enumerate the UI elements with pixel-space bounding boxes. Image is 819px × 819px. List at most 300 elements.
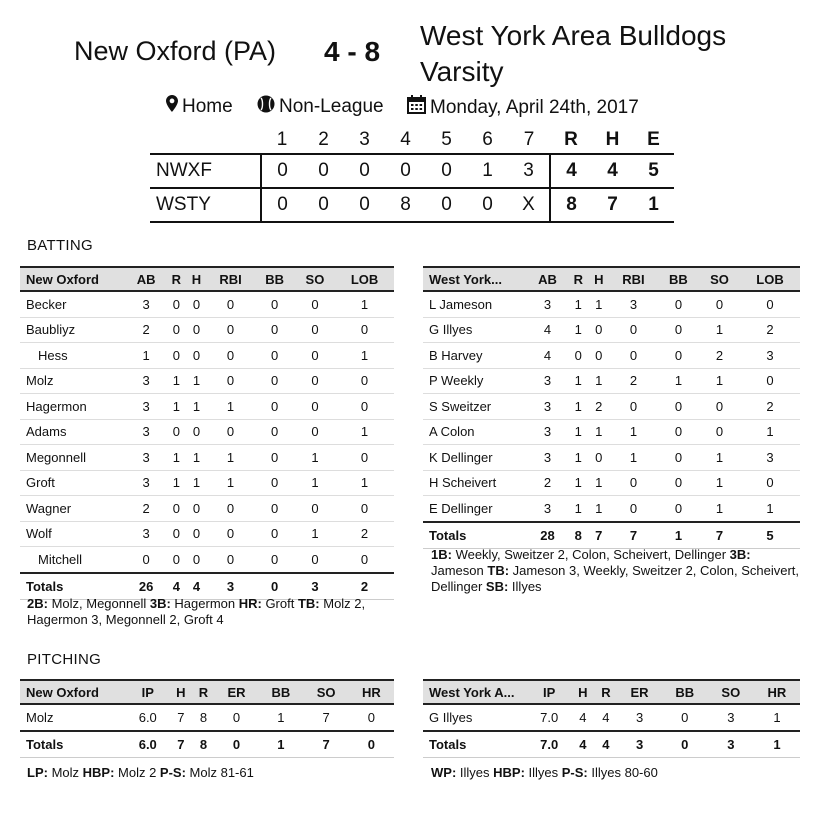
note-text: Hagermon xyxy=(170,596,239,611)
stat-cell: 4 xyxy=(527,343,568,369)
total-cell: 28 xyxy=(527,522,568,549)
inning-header: 6 xyxy=(482,129,493,150)
inning-score: 0 xyxy=(303,154,344,188)
stat-cell: 1 xyxy=(166,368,186,394)
stat-cell: 0 xyxy=(609,470,658,496)
column-header: IP xyxy=(527,680,571,704)
stat-cell: 1 xyxy=(335,470,394,496)
stat-cell: 0 xyxy=(186,496,206,522)
stat-cell: 1 xyxy=(568,445,589,471)
stat-cell: 1 xyxy=(609,445,658,471)
stat-cell: 0 xyxy=(335,445,394,471)
inning-header: 4 xyxy=(400,129,411,150)
stat-cell: 0 xyxy=(207,547,255,573)
player-row xyxy=(20,547,394,573)
stat-cell: 3 xyxy=(609,291,658,317)
column-header: HR xyxy=(349,680,394,704)
note-label: 1B: xyxy=(431,547,452,562)
stat-cell: 0 xyxy=(658,496,699,522)
stat-cell: 1 xyxy=(658,368,699,394)
inning-header: 1 xyxy=(276,129,288,150)
stat-cell: 0 xyxy=(207,521,255,547)
player-row xyxy=(20,470,394,496)
stat-cell: 0 xyxy=(658,470,699,496)
player-name: G Illyes xyxy=(423,704,527,731)
inning-header: 7 xyxy=(523,129,535,150)
stat-cell: 0 xyxy=(335,547,394,573)
player-row xyxy=(20,368,394,394)
player-name: B Harvey xyxy=(423,343,527,369)
player-row xyxy=(20,704,394,731)
total-cell: 0 xyxy=(349,731,394,758)
location-label: Home xyxy=(182,95,233,117)
stat-cell: 1 xyxy=(740,496,800,522)
total-cell: 4 xyxy=(594,731,617,758)
player-row xyxy=(423,445,800,471)
stat-cell: 0 xyxy=(609,394,658,420)
stat-cell: 0 xyxy=(335,317,394,343)
note-text: Molz 81-61 xyxy=(185,765,254,780)
stat-cell: 1 xyxy=(207,445,255,471)
column-header: LOB xyxy=(335,267,394,291)
player-row xyxy=(20,317,394,343)
stat-cell: 4 xyxy=(594,704,617,731)
inning-score: 0 xyxy=(344,188,385,222)
stat-cell: 1 xyxy=(295,445,335,471)
stat-cell: 0 xyxy=(255,547,295,573)
team-header: New Oxford xyxy=(20,680,126,704)
stat-cell: 0 xyxy=(349,704,394,731)
stat-cell: 0 xyxy=(166,496,186,522)
total-cell: 1 xyxy=(658,522,699,549)
stat-cell: 0 xyxy=(589,343,610,369)
stat-cell: 3 xyxy=(126,470,166,496)
stat-cell: 1 xyxy=(699,496,740,522)
note-label: 2B: xyxy=(27,596,48,611)
stat-cell: 0 xyxy=(295,496,335,522)
note-label: TB: xyxy=(487,563,510,578)
stat-cell: 3 xyxy=(708,704,754,731)
stat-cell: 1 xyxy=(186,470,206,496)
player-row xyxy=(423,704,800,731)
stat-cell: 7.0 xyxy=(527,704,571,731)
stat-cell: 2 xyxy=(609,368,658,394)
inning-score: 0 xyxy=(303,188,344,222)
stat-cell: 1 xyxy=(568,291,589,317)
note-label: P-S: xyxy=(159,765,186,780)
column-header: AB xyxy=(126,267,166,291)
player-name: Molz xyxy=(20,368,126,394)
total-cell: 0 xyxy=(215,731,259,758)
batting-section-title: BATTING xyxy=(27,237,93,254)
stat-cell: 3 xyxy=(527,496,568,522)
stat-cell: 6.0 xyxy=(126,704,170,731)
stat-cell: 0 xyxy=(186,419,206,445)
stat-cell: 1 xyxy=(186,394,206,420)
stat-cell: 3 xyxy=(126,291,166,317)
player-name: Groft xyxy=(20,470,126,496)
stat-cell: 0 xyxy=(658,394,699,420)
player-name: P Weekly xyxy=(423,368,527,394)
stat-cell: 0 xyxy=(740,470,800,496)
stat-cell: 1 xyxy=(295,521,335,547)
stat-cell: 1 xyxy=(207,394,255,420)
stat-cell: 1 xyxy=(568,394,589,420)
linescore-total: 8 xyxy=(550,188,592,222)
stat-cell: 1 xyxy=(609,419,658,445)
stat-cell: 0 xyxy=(255,496,295,522)
note-text: Illyes xyxy=(456,765,494,780)
column-header: RBI xyxy=(207,267,255,291)
stat-cell: 0 xyxy=(166,547,186,573)
note-label: SB: xyxy=(485,579,509,594)
column-header: SO xyxy=(699,267,740,291)
stat-cell: 3 xyxy=(126,445,166,471)
stat-cell: 0 xyxy=(207,419,255,445)
column-header: H xyxy=(170,680,193,704)
note-text: Weekly, Sweitzer 2, Colon, Scheivert, Dellinger xyxy=(451,547,730,562)
stat-cell: 3 xyxy=(527,419,568,445)
stat-cell: 7 xyxy=(303,704,348,731)
stat-cell: 0 xyxy=(658,419,699,445)
stat-cell: 1 xyxy=(126,343,166,369)
game-type-info xyxy=(257,95,384,119)
linescore-table xyxy=(150,127,674,223)
stat-cell: 0 xyxy=(662,704,708,731)
stat-cell: 0 xyxy=(255,368,295,394)
stat-cell: 2 xyxy=(126,496,166,522)
home-pitching-notes xyxy=(431,765,801,781)
away-batting-table xyxy=(20,266,394,600)
stat-cell: 0 xyxy=(335,496,394,522)
total-cell: 1 xyxy=(754,731,800,758)
stat-cell: 0 xyxy=(335,368,394,394)
stat-cell: 0 xyxy=(207,496,255,522)
note-text: Groft xyxy=(261,596,298,611)
location-info xyxy=(166,95,233,118)
linescore-total: 4 xyxy=(550,154,592,188)
total-cell: 3 xyxy=(295,573,335,600)
inning-score: 0 xyxy=(467,188,508,222)
player-name: Megonnell xyxy=(20,445,126,471)
player-name: A Colon xyxy=(423,419,527,445)
team-header: West York... xyxy=(423,267,527,291)
date-info xyxy=(407,95,639,120)
stat-cell: 1 xyxy=(589,419,610,445)
stat-cell: 1 xyxy=(335,419,394,445)
stat-cell: 1 xyxy=(754,704,800,731)
stat-cell: 0 xyxy=(658,291,699,317)
total-cell: 2 xyxy=(335,573,394,600)
hits-header: H xyxy=(605,129,620,150)
stat-cell: 0 xyxy=(699,291,740,317)
stat-cell: 0 xyxy=(589,317,610,343)
player-row xyxy=(423,317,800,343)
stat-cell: 3 xyxy=(740,445,800,471)
game-score: 4 - 8 xyxy=(324,36,381,67)
column-header: SO xyxy=(708,680,754,704)
player-row xyxy=(20,496,394,522)
stat-cell: 1 xyxy=(740,419,800,445)
column-header: RBI xyxy=(609,267,658,291)
inning-score: 3 xyxy=(508,154,550,188)
stat-cell: 0 xyxy=(207,368,255,394)
total-cell: 8 xyxy=(568,522,589,549)
stat-cell: 1 xyxy=(589,496,610,522)
stat-cell: 0 xyxy=(207,343,255,369)
runs-header: R xyxy=(564,129,578,150)
player-row xyxy=(20,343,394,369)
stat-cell: 0 xyxy=(295,368,335,394)
stat-cell: 0 xyxy=(699,394,740,420)
stat-cell: 1 xyxy=(166,394,186,420)
inning-score: 0 xyxy=(426,154,467,188)
stat-cell: 3 xyxy=(126,419,166,445)
note-text: Illyes 80-60 xyxy=(587,765,658,780)
stat-cell: 0 xyxy=(295,343,335,369)
total-cell: 0 xyxy=(662,731,708,758)
note-text: Jameson 3, Weekly, Sweitzer 2, Colon, Scheivert, Dellinger xyxy=(431,563,800,594)
stat-cell: 2 xyxy=(740,317,800,343)
stat-cell: 0 xyxy=(740,291,800,317)
column-header: SO xyxy=(295,267,335,291)
total-cell: 7 xyxy=(589,522,610,549)
player-name: Hess xyxy=(20,343,126,369)
player-name: Adams xyxy=(20,419,126,445)
stat-cell: 1 xyxy=(258,704,303,731)
stat-cell: 0 xyxy=(166,521,186,547)
linescore-total: 4 xyxy=(592,154,633,188)
baseball-icon xyxy=(257,95,275,119)
player-row xyxy=(20,521,394,547)
stat-cell: 3 xyxy=(740,343,800,369)
note-label: HBP: xyxy=(493,765,525,780)
stat-cell: 0 xyxy=(589,445,610,471)
note-text: Molz 2 xyxy=(114,765,160,780)
linescore-total: 5 xyxy=(633,154,674,188)
stat-cell: 1 xyxy=(186,445,206,471)
away-team-name: New Oxford (PA) xyxy=(74,36,277,66)
stat-cell: 0 xyxy=(295,419,335,445)
stat-cell: 3 xyxy=(617,704,661,731)
player-row xyxy=(20,445,394,471)
player-name: Hagermon xyxy=(20,394,126,420)
player-name: Mitchell xyxy=(20,547,126,573)
note-text: Molz, Megonnell xyxy=(47,596,150,611)
note-label: P-S: xyxy=(561,765,588,780)
player-name: Baubliyz xyxy=(20,317,126,343)
column-header: H xyxy=(571,680,594,704)
stat-cell: 0 xyxy=(609,496,658,522)
home-pitching-table xyxy=(423,679,800,758)
stat-cell: 0 xyxy=(295,547,335,573)
stat-cell: 1 xyxy=(589,291,610,317)
total-cell: 8 xyxy=(192,731,215,758)
stat-cell: 1 xyxy=(699,470,740,496)
inning-score: 0 xyxy=(261,188,303,222)
stat-cell: 1 xyxy=(207,470,255,496)
column-header: H xyxy=(589,267,610,291)
stat-cell: 2 xyxy=(589,394,610,420)
note-text: Illyes xyxy=(524,765,562,780)
stat-cell: 0 xyxy=(166,419,186,445)
column-header: AB xyxy=(527,267,568,291)
stat-cell: 0 xyxy=(255,445,295,471)
stat-cell: 0 xyxy=(295,291,335,317)
stat-cell: 1 xyxy=(295,470,335,496)
total-cell: 5 xyxy=(740,522,800,549)
column-header: LOB xyxy=(740,267,800,291)
totals-label: Totals xyxy=(20,573,126,600)
home-team-name: West York Area Bulldogs Varsity xyxy=(420,20,727,87)
errors-header: E xyxy=(647,129,660,150)
player-name: Wagner xyxy=(20,496,126,522)
stat-cell: 7 xyxy=(170,704,193,731)
stat-cell: 3 xyxy=(126,521,166,547)
player-row xyxy=(423,470,800,496)
stat-cell: 4 xyxy=(571,704,594,731)
note-label: LP: xyxy=(27,765,48,780)
player-name: Wolf xyxy=(20,521,126,547)
note-label: 3B: xyxy=(149,596,171,611)
total-cell: 7 xyxy=(170,731,193,758)
stat-cell: 2 xyxy=(527,470,568,496)
stat-cell: 0 xyxy=(335,394,394,420)
inning-header: 2 xyxy=(318,129,329,150)
stat-cell: 0 xyxy=(255,470,295,496)
total-cell: 7 xyxy=(303,731,348,758)
total-cell: 4 xyxy=(186,573,206,600)
total-cell: 0 xyxy=(255,573,295,600)
team-header: West York A... xyxy=(423,680,527,704)
home-batting-notes xyxy=(431,547,801,595)
stat-cell: 3 xyxy=(126,394,166,420)
stat-cell: 1 xyxy=(568,317,589,343)
note-label: 3B: xyxy=(729,547,751,562)
player-name: H Scheivert xyxy=(423,470,527,496)
stat-cell: 8 xyxy=(192,704,215,731)
home-batting-table xyxy=(423,266,800,549)
totals-label: Totals xyxy=(20,731,126,758)
total-cell: 4 xyxy=(571,731,594,758)
total-cell: 7.0 xyxy=(527,731,571,758)
player-row xyxy=(423,368,800,394)
away-pitching-notes xyxy=(27,765,395,781)
pitching-section-title: PITCHING xyxy=(27,651,102,668)
player-row xyxy=(20,394,394,420)
player-name: Molz xyxy=(20,704,126,731)
note-label: HBP: xyxy=(82,765,115,780)
stat-cell: 0 xyxy=(699,419,740,445)
linescore-row xyxy=(150,154,674,188)
column-header: IP xyxy=(126,680,170,704)
column-header: HR xyxy=(754,680,800,704)
column-header: BB xyxy=(662,680,708,704)
note-text: Illyes xyxy=(508,579,542,594)
stat-cell: 0 xyxy=(658,317,699,343)
stat-cell: 0 xyxy=(658,343,699,369)
stat-cell: 3 xyxy=(527,445,568,471)
player-name: E Dellinger xyxy=(423,496,527,522)
team-header: New Oxford xyxy=(20,267,126,291)
column-header: R xyxy=(568,267,589,291)
stat-cell: 1 xyxy=(568,368,589,394)
stat-cell: 0 xyxy=(186,547,206,573)
stat-cell: 2 xyxy=(126,317,166,343)
map-pin-icon xyxy=(166,95,178,118)
game-type-label: Non-League xyxy=(279,96,384,117)
player-row xyxy=(20,291,394,317)
inning-header: 3 xyxy=(359,129,370,150)
player-row xyxy=(423,343,800,369)
player-row xyxy=(423,394,800,420)
stat-cell: 0 xyxy=(295,317,335,343)
stat-cell: 0 xyxy=(126,547,166,573)
stat-cell: 0 xyxy=(255,291,295,317)
stat-cell: 0 xyxy=(609,317,658,343)
stat-cell: 2 xyxy=(699,343,740,369)
note-text: Molz xyxy=(47,765,83,780)
linescore-total: 7 xyxy=(592,188,633,222)
inning-score: 1 xyxy=(467,154,508,188)
stat-cell: 0 xyxy=(166,343,186,369)
stat-cell: 2 xyxy=(335,521,394,547)
stat-cell: 0 xyxy=(255,343,295,369)
stat-cell: 0 xyxy=(255,317,295,343)
stat-cell: 1 xyxy=(568,419,589,445)
stat-cell: 0 xyxy=(215,704,259,731)
total-cell: 3 xyxy=(207,573,255,600)
away-batting-notes xyxy=(27,596,395,628)
stat-cell: 3 xyxy=(126,368,166,394)
player-name: G Illyes xyxy=(423,317,527,343)
column-header: R xyxy=(192,680,215,704)
stat-cell: 0 xyxy=(207,291,255,317)
linescore-team: NWXF xyxy=(150,154,261,188)
player-name: Becker xyxy=(20,291,126,317)
player-name: K Dellinger xyxy=(423,445,527,471)
calendar-icon xyxy=(407,95,426,120)
stat-cell: 0 xyxy=(658,445,699,471)
total-cell: 6.0 xyxy=(126,731,170,758)
player-row xyxy=(423,419,800,445)
stat-cell: 1 xyxy=(568,496,589,522)
inning-header: 5 xyxy=(441,129,452,150)
total-cell: 3 xyxy=(617,731,661,758)
column-header: BB xyxy=(258,680,303,704)
stat-cell: 1 xyxy=(335,291,394,317)
date-label: Monday, April 24th, 2017 xyxy=(430,96,639,118)
linescore-team: WSTY xyxy=(150,188,261,222)
stat-cell: 0 xyxy=(568,343,589,369)
stat-cell: 1 xyxy=(699,317,740,343)
inning-score: 0 xyxy=(385,154,426,188)
stat-cell: 0 xyxy=(186,317,206,343)
stat-cell: 3 xyxy=(527,368,568,394)
stat-cell: 0 xyxy=(740,368,800,394)
column-header: BB xyxy=(255,267,295,291)
player-row xyxy=(423,291,800,317)
total-cell: 4 xyxy=(166,573,186,600)
stat-cell: 0 xyxy=(609,343,658,369)
stat-cell: 4 xyxy=(527,317,568,343)
note-label: TB: xyxy=(297,596,320,611)
inning-score: X xyxy=(508,188,550,222)
stat-cell: 0 xyxy=(186,521,206,547)
note-label: WP: xyxy=(431,765,457,780)
stat-cell: 3 xyxy=(527,394,568,420)
player-row xyxy=(20,419,394,445)
